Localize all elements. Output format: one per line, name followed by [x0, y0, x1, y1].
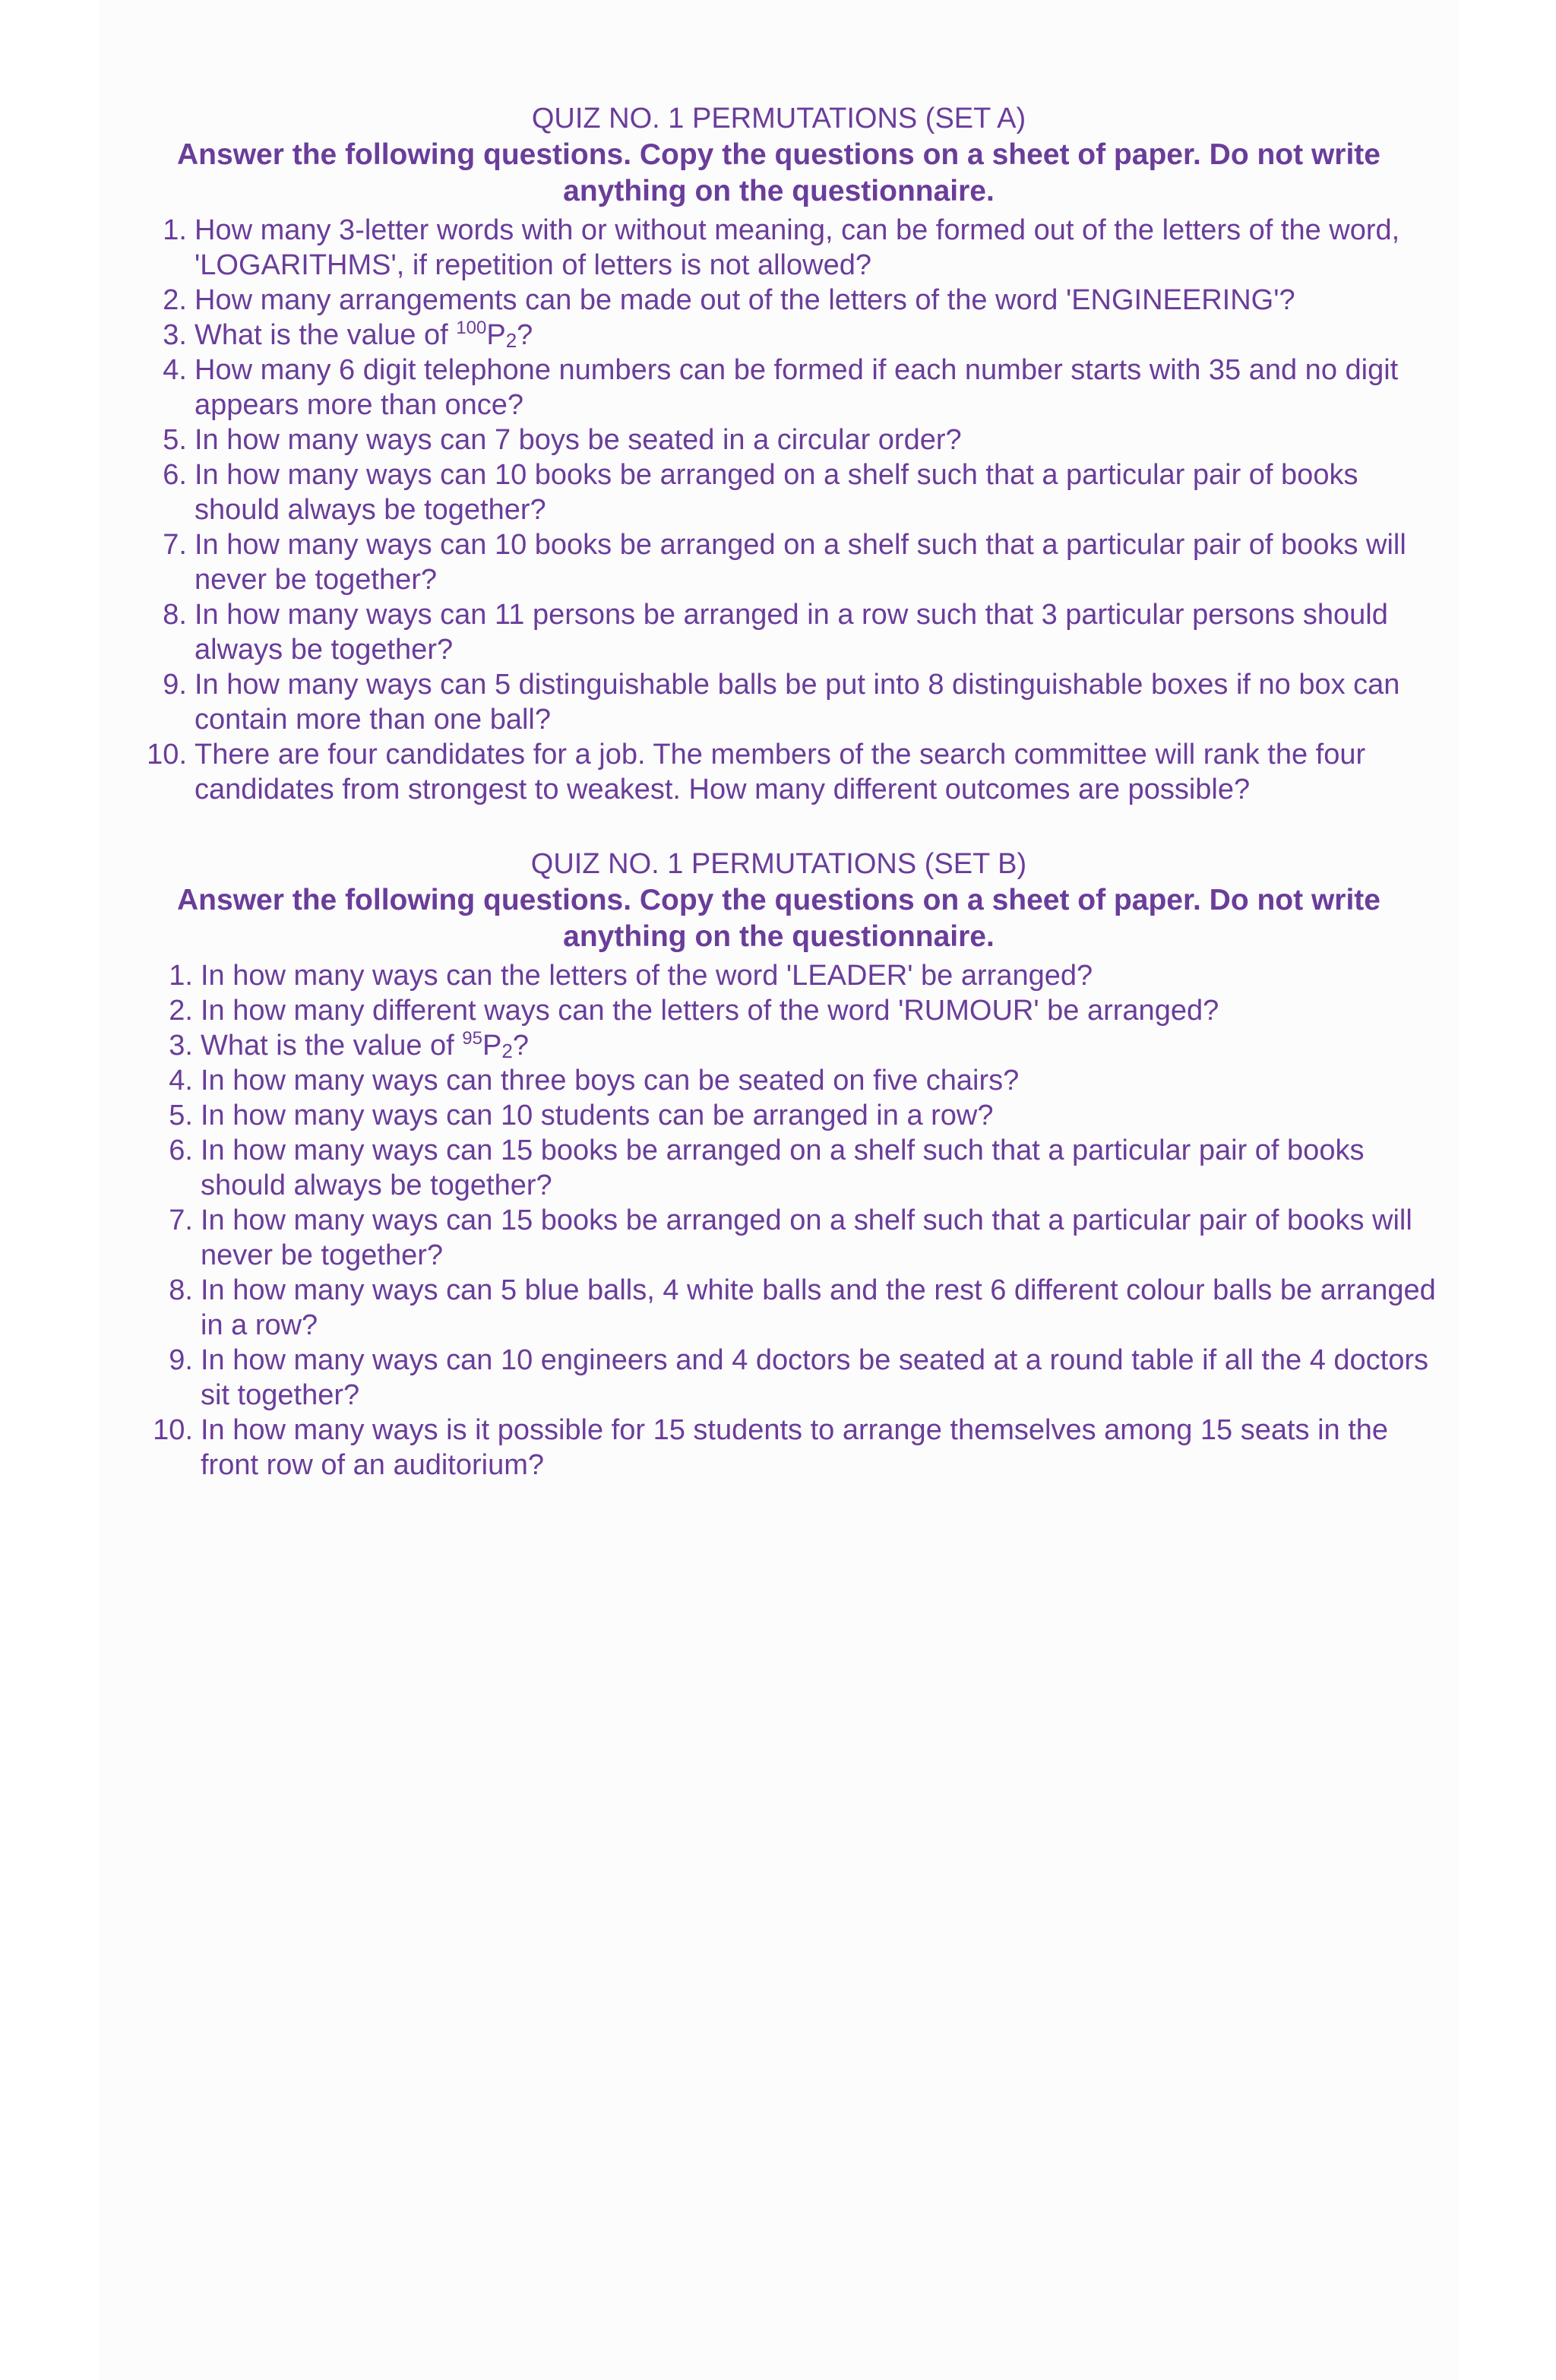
question-text: How many arrangements can be made out of the letters of the word 'ENGINEERING'?	[194, 284, 1295, 316]
question-number: 10.	[147, 739, 187, 771]
question-item	[99, 737, 1459, 807]
permutation-r: 2	[501, 1040, 513, 1062]
question-text: In how many different ways can the letters of the word 'RUMOUR' be arranged?	[201, 995, 1219, 1027]
question-text: In how many ways can 15 books be arranged on a shelf such that a particular pair of books should always be together?	[201, 1135, 1365, 1201]
question-item	[99, 993, 1459, 1028]
permutation-r: 2	[505, 329, 517, 352]
question-text: In how many ways can 11 persons be arranged in a row such that 3 particular persons should always be together?	[194, 599, 1388, 666]
question-text: There are four candidates for a job. The members of the search committee will rank the four candidates from strongest to weakest. How many different outcomes are possible?	[194, 739, 1366, 805]
question-number: 3.	[163, 319, 187, 351]
question-number: 8.	[163, 599, 187, 631]
question-number: 4.	[163, 354, 187, 386]
question-number: 6.	[163, 459, 187, 491]
instructions-line-1: Answer the following questions. Copy the questions on a sheet of paper. Do not write	[177, 138, 1380, 171]
question-text: How many 3-letter words with or without meaning, can be formed out of the letters of the word, 'LOGARITHMS', if repetition of letters is not allowed?	[194, 214, 1400, 281]
question-text: In how many ways can 7 boys be seated in a circular order?	[194, 424, 962, 456]
question-number: 8.	[169, 1274, 193, 1306]
question-text	[188, 318, 1459, 353]
question-number: 7.	[169, 1204, 193, 1236]
question-item	[99, 1203, 1459, 1273]
question-item	[99, 1133, 1459, 1203]
question-text-pre: What is the value of	[194, 319, 457, 351]
question-item	[99, 213, 1459, 283]
permutation-n: 95	[462, 1028, 482, 1049]
question-number: 6.	[169, 1135, 193, 1166]
question-item	[99, 958, 1459, 993]
question-text: In how many ways can 10 books be arranged on a shelf such that a particular pair of books will never be together?	[194, 529, 1406, 596]
question-item	[99, 353, 1459, 423]
question-number: 5.	[163, 424, 187, 456]
question-item	[99, 423, 1459, 457]
question-number: 3.	[169, 1030, 193, 1062]
question-item	[99, 1413, 1459, 1483]
question-number: 2.	[169, 995, 193, 1027]
instructions-line-2: anything on the questionnaire.	[563, 920, 995, 953]
question-text: In how many ways can three boys can be seated on five chairs?	[201, 1065, 1020, 1097]
question-number: 4.	[169, 1065, 193, 1097]
question-item	[99, 527, 1459, 597]
question-text-post: ?	[517, 319, 533, 351]
permutation-symbol: P	[486, 319, 506, 351]
question-list	[99, 958, 1459, 1483]
permutation-symbol: P	[482, 1030, 502, 1062]
instructions	[99, 882, 1459, 955]
question-item	[99, 318, 1459, 353]
question-text: In how many ways can 5 blue balls, 4 white balls and the rest 6 different colour balls be arranged in a row?	[201, 1274, 1436, 1341]
question-text: In how many ways can 10 students can be arranged in a row?	[201, 1100, 994, 1131]
question-text: In how many ways can 10 engineers and 4 doctors be seated at a round table if all the 4 doctors sit together?	[201, 1344, 1429, 1411]
question-item	[99, 457, 1459, 527]
quiz-set-b	[99, 846, 1459, 1483]
question-text: In how many ways can the letters of the word 'LEADER' be arranged?	[201, 960, 1093, 992]
question-item	[99, 283, 1459, 318]
question-list	[99, 213, 1459, 807]
question-number: 9.	[169, 1344, 193, 1376]
question-number: 9.	[163, 669, 187, 701]
question-number: 5.	[169, 1100, 193, 1131]
question-number: 1.	[169, 960, 193, 992]
question-number: 7.	[163, 529, 187, 561]
instructions-line-2: anything on the questionnaire.	[563, 175, 995, 207]
quiz-set-a	[99, 100, 1459, 807]
question-number: 10.	[153, 1414, 193, 1446]
quiz-title: QUIZ NO. 1 PERMUTATIONS (SET B)	[530, 848, 1027, 880]
permutation-n: 100	[456, 318, 487, 338]
question-number: 1.	[163, 214, 187, 246]
question-text: In how many ways is it possible for 15 students to arrange themselves among 15 seats in the front row of an auditorium?	[201, 1414, 1389, 1481]
question-item	[99, 1273, 1459, 1343]
question-text: In how many ways can 5 distinguishable balls be put into 8 distinguishable boxes if no box can contain more than one ball?	[194, 669, 1400, 736]
question-item	[99, 1028, 1459, 1063]
question-text-pre: What is the value of	[201, 1030, 463, 1062]
question-item	[99, 1343, 1459, 1413]
question-item	[99, 667, 1459, 737]
instructions-line-1: Answer the following questions. Copy the questions on a sheet of paper. Do not write	[177, 884, 1380, 916]
question-item	[99, 1063, 1459, 1098]
question-number: 2.	[163, 284, 187, 316]
question-text: How many 6 digit telephone numbers can be formed if each number starts with 35 and no digit appears more than once?	[194, 354, 1399, 421]
question-text-post: ?	[512, 1030, 529, 1062]
question-item	[99, 1098, 1459, 1133]
instructions	[99, 137, 1459, 210]
question-item	[99, 597, 1459, 667]
question-text: In how many ways can 15 books be arranged on a shelf such that a particular pair of books will never be together?	[201, 1204, 1412, 1271]
quiz-title: QUIZ NO. 1 PERMUTATIONS (SET A)	[531, 103, 1026, 135]
question-text: In how many ways can 10 books be arranged on a shelf such that a particular pair of books should always be together?	[194, 459, 1358, 526]
question-text	[194, 1028, 1459, 1063]
